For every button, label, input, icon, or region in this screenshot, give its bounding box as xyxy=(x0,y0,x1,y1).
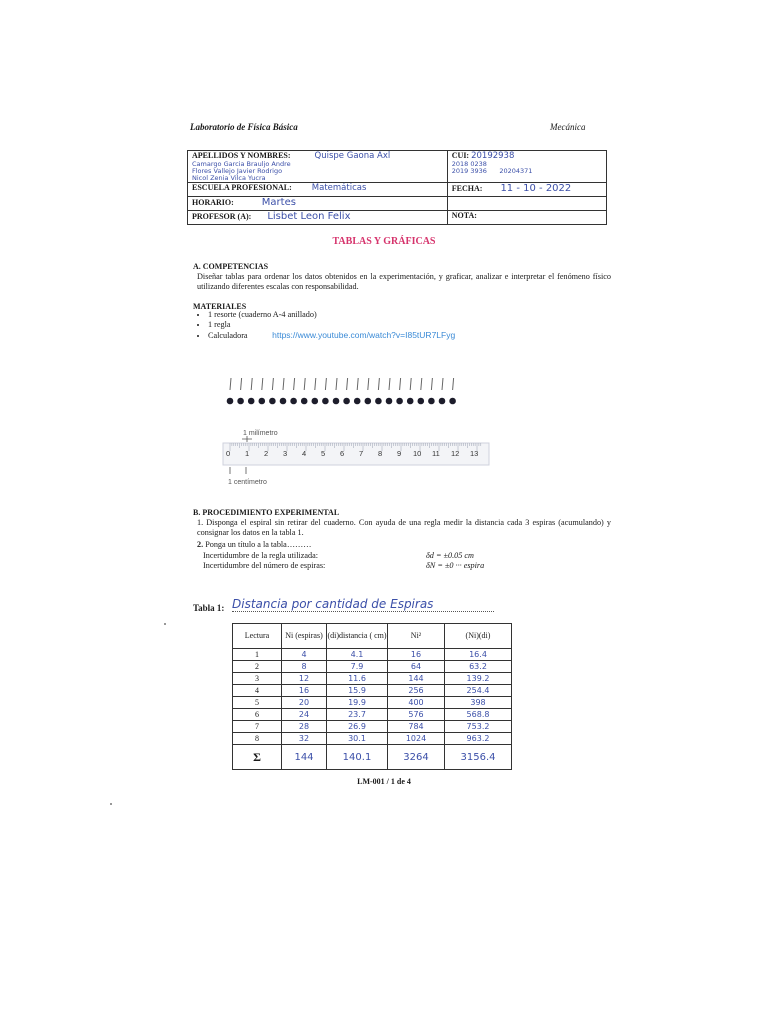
schedule-cell xyxy=(188,197,448,211)
spiral-hole xyxy=(439,398,446,405)
materiales-list xyxy=(193,310,588,341)
spiral-ring xyxy=(230,378,231,390)
student-name-1: Quispe Gaona Axl xyxy=(314,151,391,161)
spiral-ring xyxy=(442,378,443,390)
grade-label: NOTA: xyxy=(451,211,477,220)
spiral-hole xyxy=(227,398,234,405)
spiral-ring xyxy=(421,378,422,390)
spiral-hole xyxy=(396,398,403,405)
col-header-lectura: Lectura xyxy=(233,624,282,649)
table-sum-row: Σ 144 140.1 3264 3156.4 xyxy=(233,745,512,770)
spiral-hole xyxy=(280,398,287,405)
ruler-number: 10 xyxy=(413,449,422,458)
col-header-nd: (Ni)(di) xyxy=(445,624,512,649)
col-header-d: (di)distancia ( cm) xyxy=(327,624,388,649)
lab-title: Laboratorio de Física Básica xyxy=(190,122,298,132)
ruler-number: 12 xyxy=(451,449,460,458)
table-header-row xyxy=(233,624,512,649)
spiral-rings xyxy=(227,378,456,404)
grade-cell xyxy=(447,211,606,225)
ruler-number: 4 xyxy=(302,449,307,458)
teacher-label: PROFESOR (A): xyxy=(192,212,252,221)
blank-cell xyxy=(447,197,606,211)
ruler-number: 3 xyxy=(283,449,288,458)
cui-3: 2019 3936 20204371 xyxy=(451,167,533,175)
materiales-heading: MATERIALES xyxy=(193,302,247,311)
spiral-hole xyxy=(449,398,456,405)
col-header-n: Ni (espiras) xyxy=(282,624,327,649)
page-title: TABLAS Y GRÁFICAS xyxy=(332,236,436,247)
spiral-ring xyxy=(262,378,263,390)
scan-speck xyxy=(110,803,112,805)
cm-marker xyxy=(230,467,246,474)
ruler-number: 9 xyxy=(397,449,402,458)
spiral-ring xyxy=(283,378,284,390)
table-row: 2 8 7.9 64 63.2 xyxy=(233,661,512,673)
mm-marker xyxy=(242,436,252,442)
table-row: 3 12 11.6 144 139.2 xyxy=(233,673,512,685)
material-item: • 1 regla xyxy=(208,320,588,330)
ruler-number: 8 xyxy=(378,449,383,458)
table-title: Distancia por cantidad de Espiras xyxy=(232,597,494,612)
data-table xyxy=(232,623,512,770)
spiral-hole xyxy=(269,398,276,405)
table-row: 6 24 23.7 576 568.8 xyxy=(233,709,512,721)
ruler-number: 0 xyxy=(226,449,231,458)
spiral-hole xyxy=(333,398,340,405)
uncertainty-rule-label: Incertidumbre de la regla utilizada: xyxy=(203,551,319,560)
student-name-2: Camargo Garcia Brauljo Andre xyxy=(192,160,291,168)
spiral-hole xyxy=(428,398,435,405)
date-cell xyxy=(447,183,606,197)
student-name-3: Flores Vallejo Javier Rodrigo xyxy=(192,167,283,175)
ruler-number: 7 xyxy=(359,449,364,458)
spiral-ring xyxy=(378,378,379,390)
spiral-hole xyxy=(386,398,393,405)
table-row: 1 4 4.1 16 16.4 xyxy=(233,649,512,661)
spiral-ring xyxy=(400,378,401,390)
step-1: 1. Disponga el espiral sin retirar del cuaderno. Con ayuda de una regla medir la distancia cada 3 espiras (acumulando) y consignar los datos en la tabla 1. xyxy=(197,518,611,537)
student-info-table xyxy=(187,150,607,225)
student-name-4: Nicol Zenia Vilca Yucra xyxy=(192,174,266,182)
spiral-ring xyxy=(357,378,358,390)
ruler-number: 11 xyxy=(432,449,440,458)
col-header-n2: Ni² xyxy=(388,624,445,649)
spiral-hole xyxy=(322,398,329,405)
spiral-ring xyxy=(389,378,390,390)
spiral-ring xyxy=(336,378,337,390)
mm-label: 1 milímetro xyxy=(243,430,278,437)
date-value: 11 - 10 - 2022 xyxy=(500,183,572,194)
page-footer: LM-001 / 1 de 4 xyxy=(357,777,411,786)
uncertainty-spiral-value: δN = ±0 ··· espira xyxy=(426,561,485,570)
table-label: Tabla 1: xyxy=(193,603,225,613)
cui-1: 20192938 xyxy=(471,151,515,161)
spiral-hole xyxy=(259,398,266,405)
names-cell xyxy=(188,151,448,183)
sum-symbol: Σ xyxy=(233,745,282,770)
competencias-text: Diseñar tablas para ordenar los datos obtenidos en la experimentación, y graficar, analizar e interpretar el fenómeno físico utilizando diferentes escalas con responsabilidad. xyxy=(197,272,611,291)
names-label: APELLIDOS Y NOMBRES: xyxy=(192,151,291,160)
ruler-number: 13 xyxy=(470,449,479,458)
ruler-number: 6 xyxy=(340,449,345,458)
material-item: • 1 resorte (cuaderno A-4 anillado) xyxy=(208,310,588,320)
schedule-label: HORARIO: xyxy=(192,198,234,207)
ruler-number: 1 xyxy=(245,449,250,458)
step-2: 2. Ponga un título a la tabla……… xyxy=(197,540,312,549)
spiral-hole xyxy=(365,398,372,405)
table-row: 7 28 26.9 784 753.2 xyxy=(233,721,512,733)
spiral-hole xyxy=(248,398,255,405)
spiral-illustration xyxy=(222,374,472,410)
spiral-ring xyxy=(294,378,295,390)
spiral-ring xyxy=(272,378,273,390)
cui-label: CUI: xyxy=(451,151,470,160)
spiral-hole xyxy=(354,398,361,405)
cm-label: 1 centímetro xyxy=(228,479,267,486)
video-link[interactable]: https://www.youtube.com/watch?v=I85tUR7LFyg xyxy=(272,330,456,340)
cui-cell xyxy=(447,151,606,183)
scan-speck xyxy=(164,623,166,625)
spiral-hole xyxy=(312,398,319,405)
spiral-hole xyxy=(290,398,297,405)
ruler-numbers xyxy=(222,449,492,461)
ruler-number: 2 xyxy=(264,449,269,458)
procedimiento-heading: B. PROCEDIMIENTO EXPERIMENTAL xyxy=(193,508,340,517)
spiral-ring xyxy=(325,378,326,390)
spiral-hole xyxy=(375,398,382,405)
table-row: 5 20 19.9 400 398 xyxy=(233,697,512,709)
school-label: ESCUELA PROFESIONAL: xyxy=(192,183,292,192)
teacher-cell xyxy=(188,211,448,225)
spiral-ring xyxy=(431,378,432,390)
spiral-ring xyxy=(410,378,411,390)
material-item: • Calculadora https://www.youtube.com/watch?v=I85tUR7LFyg xyxy=(208,330,588,341)
subject-label: Mecánica xyxy=(550,122,586,132)
spiral-hole xyxy=(343,398,350,405)
spiral-ring xyxy=(304,378,305,390)
date-label: FECHA: xyxy=(451,184,483,193)
spiral-ring xyxy=(241,378,242,390)
spiral-ring xyxy=(251,378,252,390)
school-cell xyxy=(188,183,448,197)
uncertainty-rule-value: δd = ±0.05 cm xyxy=(426,551,474,560)
spiral-hole xyxy=(301,398,308,405)
spiral-ring xyxy=(347,378,348,390)
teacher-value: Lisbet Leon Felix xyxy=(267,211,351,222)
spiral-ring xyxy=(315,378,316,390)
table-row: 8 32 30.1 1024 963.2 xyxy=(233,733,512,745)
spiral-ring xyxy=(453,378,454,390)
competencias-heading: A. COMPETENCIAS xyxy=(193,262,269,271)
uncertainty-spiral-label: Incertidumbre del número de espiras: xyxy=(203,561,326,570)
cui-2: 2018 0238 xyxy=(451,160,487,168)
ruler-number: 5 xyxy=(321,449,326,458)
spiral-hole xyxy=(418,398,425,405)
spiral-ring xyxy=(368,378,369,390)
school-value: Matemáticas xyxy=(311,183,367,193)
schedule-value: Martes xyxy=(261,197,296,208)
spiral-hole xyxy=(407,398,414,405)
spiral-hole xyxy=(237,398,244,405)
table-row: 4 16 15.9 256 254.4 xyxy=(233,685,512,697)
